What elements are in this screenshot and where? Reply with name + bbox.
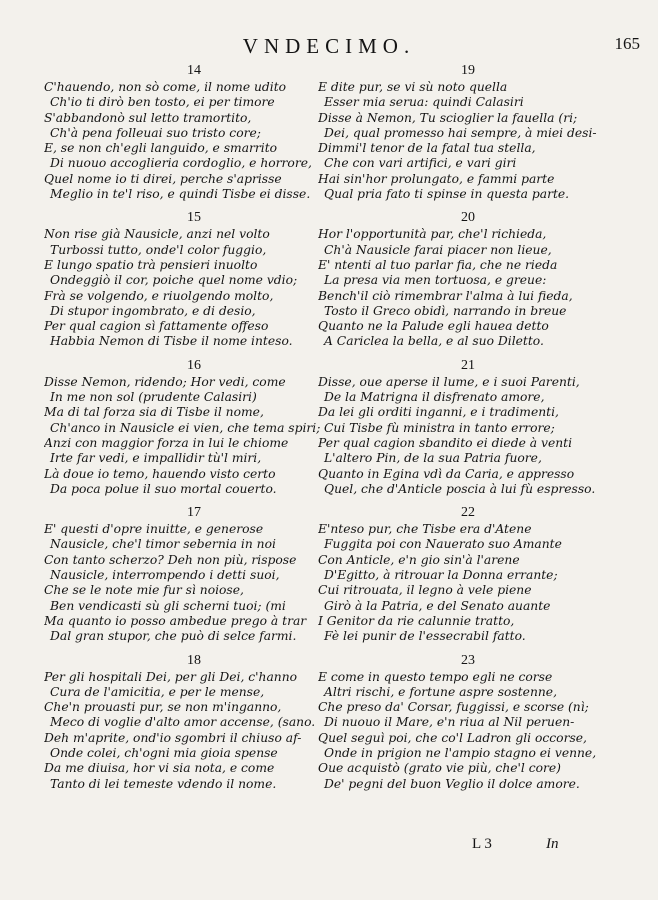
stanza-number: 16: [187, 357, 201, 373]
verse-line: C'hauendo, non sò come, il nome udito: [44, 80, 287, 94]
verse-line: Nausicle, che'l timor sebernia in noi: [50, 537, 276, 552]
verse-line: S'abbandonò sul letto tramortito,: [44, 110, 252, 125]
verse-line: Dal gran stupor, che può di selce farmi.: [50, 629, 297, 644]
verse-line: Dei, qual promesso hai sempre, à miei desi-: [324, 125, 597, 140]
verse-line: Ben vendicasti sù gli scherni tuoi; (mi: [50, 598, 286, 613]
verse-line: Ch'anco in Nausicle ei vien, che tema spiri;: [50, 420, 321, 435]
verse-line: Cura de l'amicitia, e per le mense,: [50, 684, 265, 699]
stanza-number: 21: [461, 357, 475, 373]
verse-line: Ch'à pena folleuai suo tristo core;: [50, 125, 261, 140]
verse-line: Disse à Nemon, Tu scioglier la fauella (ri;: [318, 110, 578, 125]
stanza: [318, 62, 618, 202]
verse-line: Bench'il ciò rimembrar l'alma à lui fieda,: [318, 288, 573, 303]
verse-line: Per gli hospitali Dei, per gli Dei, c'hanno: [44, 669, 298, 684]
verse-line: Frà se volgendo, e riuolgendo molto,: [44, 288, 274, 303]
verse-line: Là doue io temo, hauendo visto certo: [44, 466, 276, 481]
verse-line: E' ntenti al tuo parlar fia, che ne rieda: [318, 257, 558, 272]
page-footer: [0, 836, 658, 856]
verse-line: Cui ritrouata, il legno à vele piene: [318, 583, 532, 598]
verse-line: De la Matrigna il disfrenato amore,: [324, 390, 545, 405]
verse-line: Deh m'aprite, ond'io sgombri il chiuso af-: [44, 730, 302, 745]
verse-line: Da lei gli orditi inganni, e i tradimenti,: [318, 405, 559, 420]
stanza-number: 19: [461, 63, 475, 78]
stanza-number: 18: [187, 652, 201, 668]
verse-line: Esser mia serua: quindi Calasiri: [324, 95, 524, 110]
verse-line: Tanto di lei temeste vdendo il nome.: [50, 776, 277, 791]
verse-line: L'altero Pin, de la sua Patria fuore,: [324, 451, 542, 466]
verse-line: Hai sin'hor prolungato, e fammi parte: [318, 171, 555, 186]
stanza: [318, 504, 618, 644]
verse-line: Quanto ne la Palude egli hauea detto: [318, 319, 549, 334]
verse-line: Di stupor ingombrato, e di desio,: [50, 303, 256, 318]
stanza: [44, 652, 344, 792]
stanza-number: 22: [461, 505, 475, 521]
left-column: [44, 62, 344, 792]
verse-line: D'Egitto, à ritrouar la Donna errante;: [324, 568, 558, 583]
verse-line: E lungo spatio trà pensieri inuolto: [44, 257, 258, 272]
verse-line: Nausicle, interrompendo i detti suoi,: [50, 568, 280, 583]
verse-line: Altri rischi, e fortune aspre sostenne,: [324, 684, 557, 699]
verse-line: E' questi d'opre inuitte, e generose: [44, 522, 264, 537]
verse-line: Che'n prouasti pur, se non m'inganno,: [44, 700, 282, 715]
stanza: [44, 62, 344, 202]
verse-line: I Genitor da rie calunnie tratto,: [318, 613, 515, 628]
stanza-number: 14: [187, 63, 201, 78]
verse-line: Irte far vedi, e impallidir tù'l miri,: [50, 451, 262, 466]
verse-line: In me non sol (prudente Calasiri): [50, 390, 257, 405]
verse-line: Meglio in te'l riso, e quindi Tisbe ei disse.: [50, 187, 311, 202]
verse-line: E come in questo tempo egli ne corse: [318, 669, 553, 684]
verse-line: Ma di tal forza sia di Tisbe il nome,: [44, 405, 264, 420]
verse-line: A Cariclea la bella, e al suo Diletto.: [324, 334, 544, 349]
stanza-number: 23: [461, 652, 475, 668]
signature-mark: L 3: [472, 836, 492, 852]
verse-line: Onde colei, ch'ogni mia gioia spense: [50, 745, 278, 760]
verse-line: E, se non ch'egli languido, e smarrito: [44, 141, 278, 156]
verse-line: Anzi con maggior forza in lui le chiome: [44, 435, 289, 450]
stanza-number: 20: [461, 210, 475, 226]
verse-line: Tosto il Greco obidì, narrando in breue: [324, 303, 567, 318]
verse-line: Quel, che d'Anticle poscia à lui fù espresso.: [324, 481, 596, 496]
verse-line: Di nuouo il Mare, e'n riua al Nil peruen-: [324, 715, 575, 730]
verse-line: Che se le note mie fur sì noiose,: [44, 583, 244, 598]
verse-line: Meco di voglie d'alto amor accense, (sano.: [50, 715, 316, 730]
verse-line: Disse, oue aperse il lume, e i suoi Parenti,: [318, 374, 580, 389]
verse-line: Con Anticle, e'n gio sin'à l'arene: [318, 552, 520, 567]
verse-line: Fuggita poi con Nauerato suo Amante: [324, 537, 562, 552]
verse-line: Per qual cagion sbandito ei diede à venti: [318, 435, 573, 450]
verse-line: Da poca polue il suo mortal couerto.: [50, 481, 277, 496]
verse-line: Che preso da' Corsar, fuggissi, e scorse (nì;: [318, 700, 589, 715]
verse-line: Di nuouo accoglieria cordoglio, e horrore,: [50, 156, 312, 171]
verse-line: Habbia Nemon di Tisbe il nome inteso.: [50, 334, 293, 349]
verse-line: E'nteso pur, che Tisbe era d'Atene: [318, 522, 532, 537]
stanza: [44, 504, 344, 644]
verse-line: Cui Tisbe fù ministra in tanto errore;: [324, 420, 555, 435]
stanza: [318, 209, 618, 349]
verse-line: Da me diuisa, hor vi sia nota, e come: [44, 761, 275, 776]
verse-line: La presa via men tortuosa, e greue:: [324, 273, 547, 288]
page-number: 165: [614, 34, 640, 53]
verse-line: Hor l'opportunità par, che'l richieda,: [318, 227, 547, 242]
right-column: [318, 62, 618, 792]
verse-line: Oue acquistò (grato vie più, che'l core): [318, 761, 561, 776]
verse-line: Quel seguì poi, che co'l Ladron gli occorse,: [318, 730, 587, 745]
catchword: In: [546, 836, 559, 852]
stanza-number: 15: [187, 210, 201, 226]
stanza-number: 17: [187, 505, 201, 521]
verse-line: De' pegni del buon Veglio il dolce amore.: [324, 776, 580, 791]
stanza: [44, 209, 344, 349]
verse-line: Quanto in Egina vdì da Caria, e appresso: [318, 466, 575, 481]
verse-line: Girò à la Patria, e del Senato auante: [324, 598, 551, 613]
verse-line: Turbossi tutto, onde'l color fuggio,: [50, 242, 267, 257]
running-title: VNDECIMO.: [242, 34, 416, 58]
verse-line: Dimmi'l tenor de la fatal tua stella,: [318, 141, 536, 156]
stanza: [318, 652, 618, 792]
verse-line: Per qual cagion sì fattamente offeso: [44, 319, 269, 334]
verse-line: Ma quanto io posso ambedue prego à trar: [44, 613, 307, 628]
verse-line: Che con vari artifici, e vari giri: [324, 156, 517, 171]
stanza: [318, 357, 618, 497]
verse-line: Disse Nemon, ridendo; Hor vedi, come: [44, 374, 286, 389]
verse-line: Ondeggiò il cor, poiche quel nome vdio;: [50, 273, 298, 288]
verse-line: Non rise già Nausicle, anzi nel volto: [44, 227, 270, 242]
verse-line: Con tanto scherzo? Deh non più, rispose: [44, 552, 297, 567]
verse-line: E dite pur, se vi sù noto quella: [318, 80, 508, 94]
verse-line: Onde in prigion ne l'ampio stagno ei venne,: [324, 745, 597, 760]
verse-line: Ch'à Nausicle farai piacer non lieue,: [324, 242, 552, 257]
verse-line: Quel nome io ti direi, perche s'aprisse: [44, 171, 282, 186]
verse-line: Ch'io ti dirò ben tosto, ei per timore: [50, 95, 275, 110]
stanza: [44, 357, 344, 497]
verse-line: Qual pria fato ti spinse in questa parte.: [324, 187, 570, 202]
verse-line: Fè lei punir de l'essecrabil fatto.: [324, 629, 526, 644]
